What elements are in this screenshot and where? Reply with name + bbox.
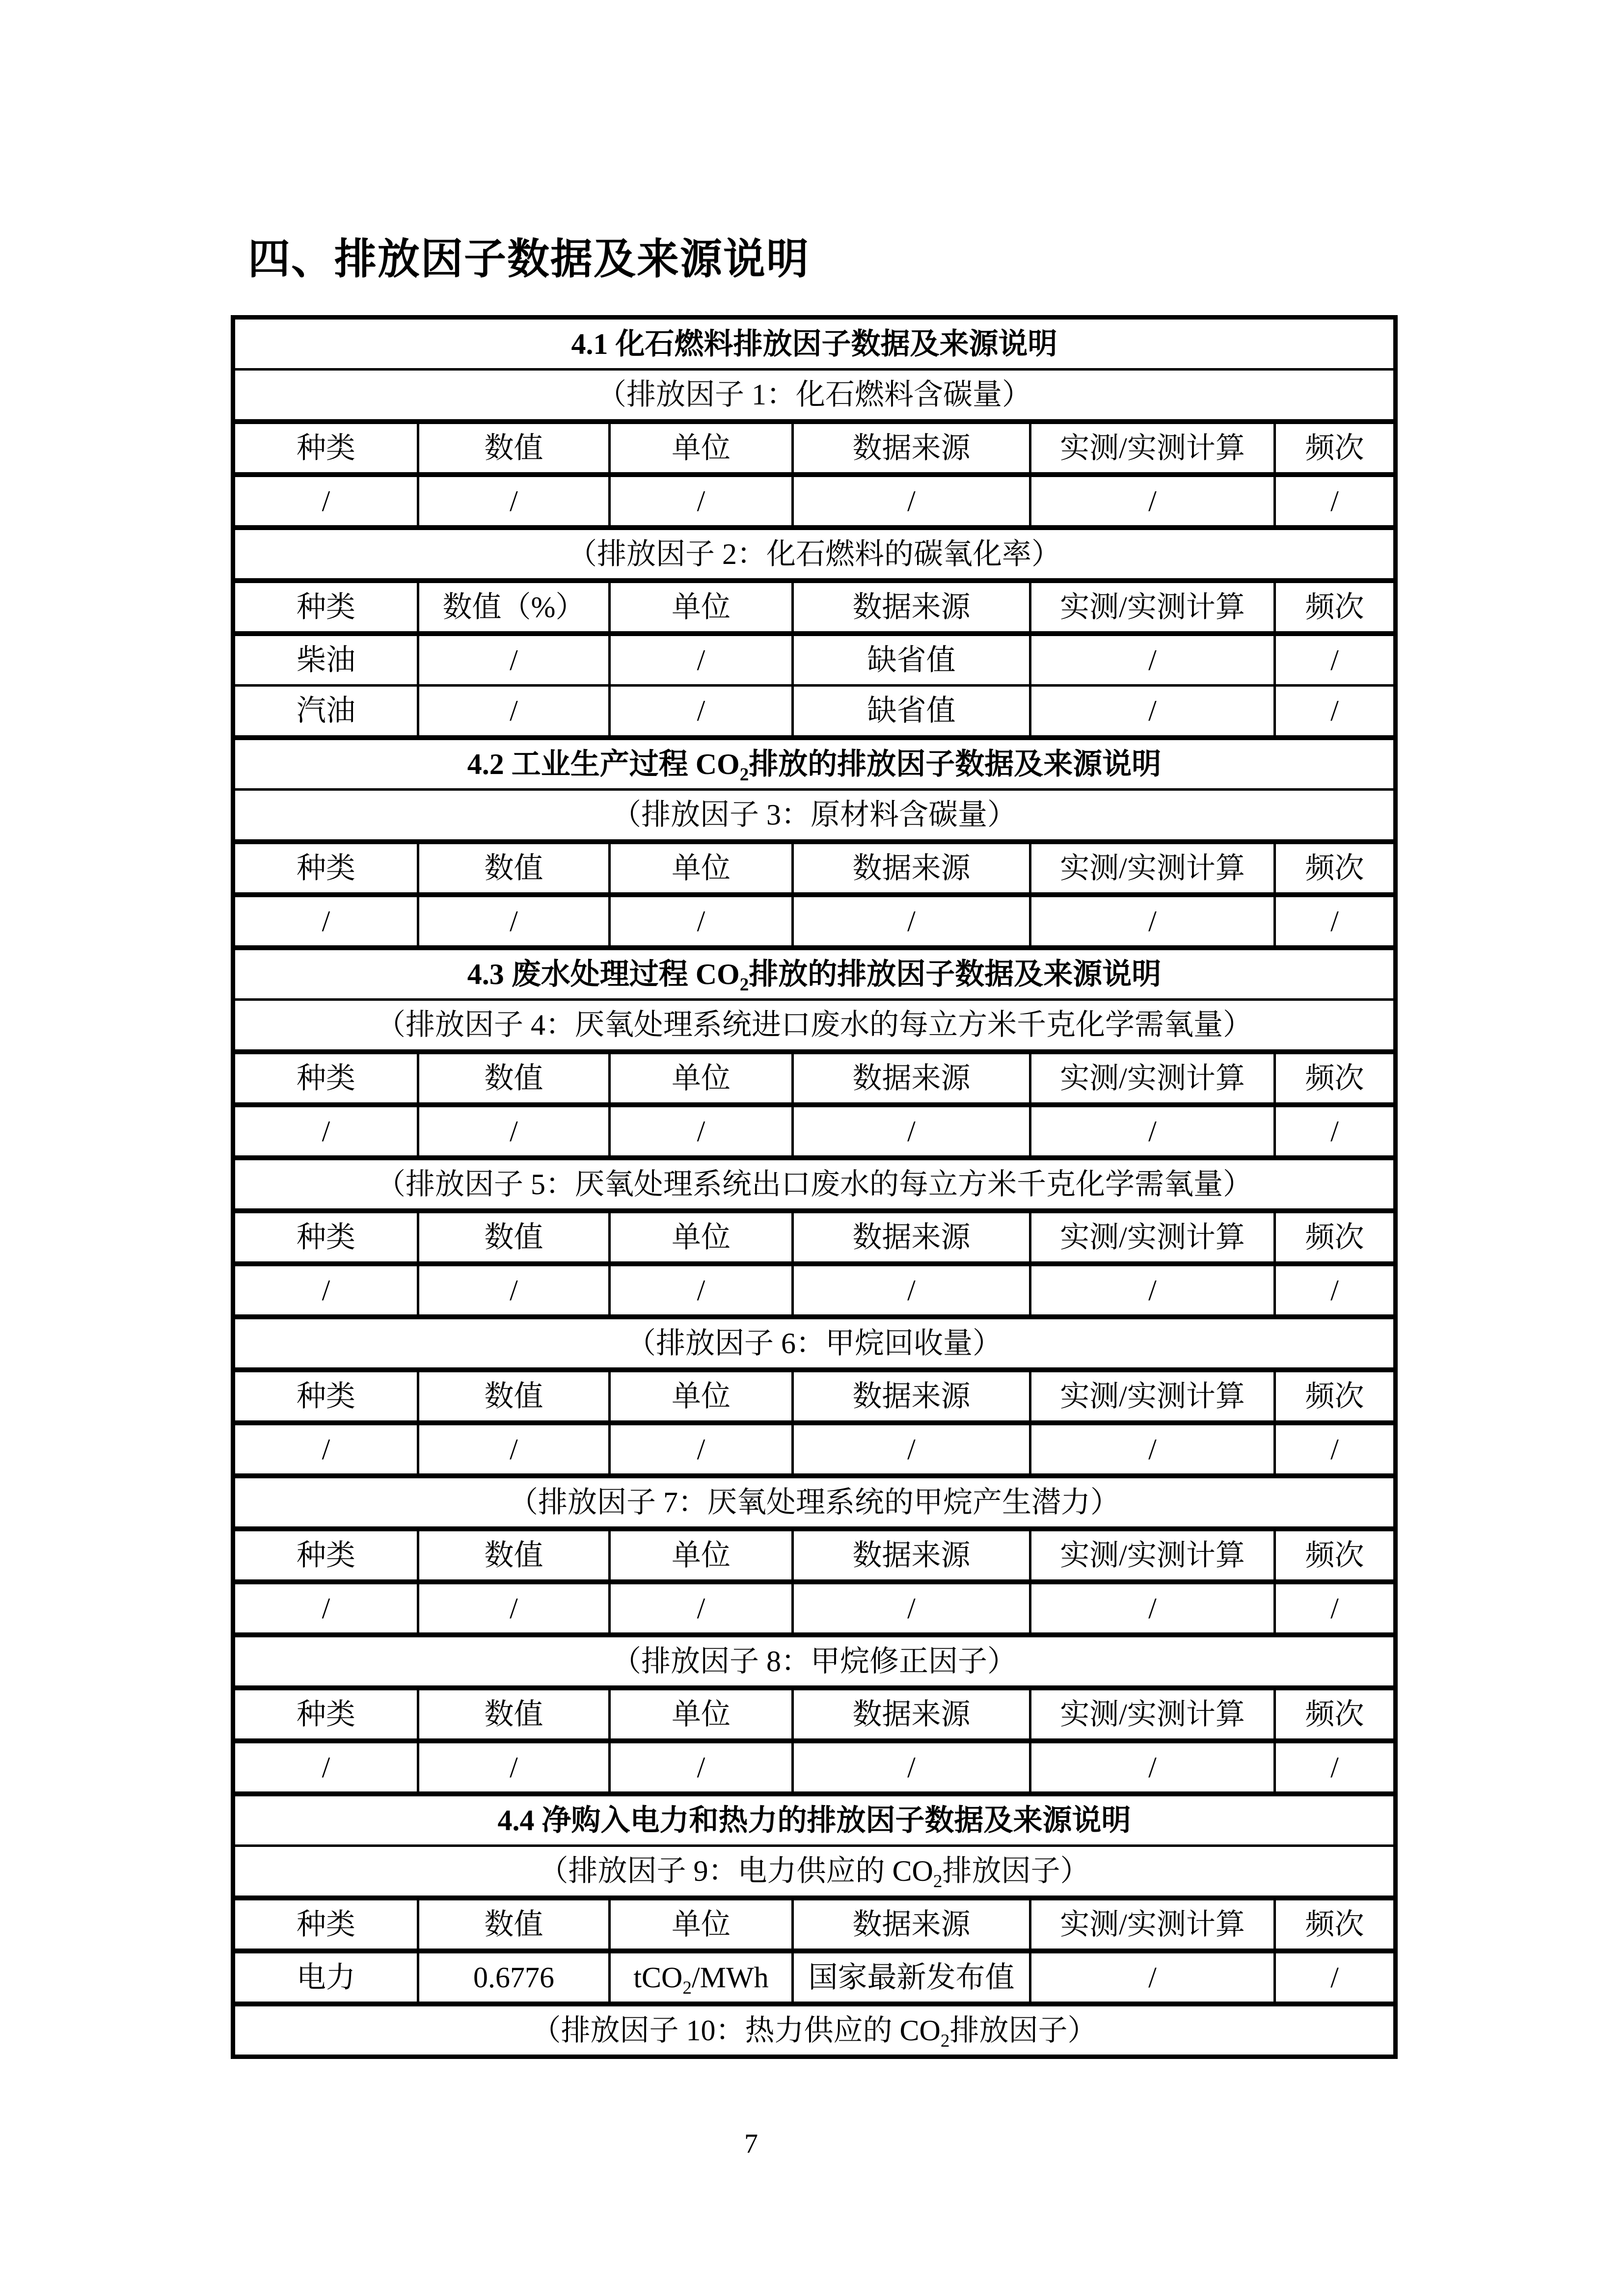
column-header-cell: 频次 <box>1275 1211 1396 1264</box>
factor-label-row <box>233 2004 1396 2057</box>
column-header-cell: 频次 <box>1275 1529 1396 1582</box>
column-header-cell: 数据来源 <box>793 1529 1030 1582</box>
section-heading-row <box>233 1794 1396 1846</box>
column-header-row <box>233 1052 1396 1105</box>
section-heading: 4.4 净购入电力和热力的排放因子数据及来源说明 <box>233 1794 1396 1846</box>
column-header-cell: 数据来源 <box>793 842 1030 895</box>
column-header-cell: 数据来源 <box>793 1370 1030 1423</box>
column-header-cell: 数据来源 <box>793 1211 1030 1264</box>
data-row <box>233 686 1396 738</box>
data-cell: / <box>418 1264 610 1317</box>
column-header-cell: 单位 <box>610 1370 793 1423</box>
data-cell: / <box>418 1105 610 1158</box>
data-cell: / <box>1275 475 1396 528</box>
data-cell: / <box>793 1582 1030 1635</box>
data-cell: / <box>1275 1741 1396 1794</box>
column-header-cell: 实测/实测计算 <box>1030 1052 1275 1105</box>
column-header-cell: 数据来源 <box>793 1688 1030 1741</box>
column-header-cell: 单位 <box>610 842 793 895</box>
factor-label: （排放因子 6：甲烷回收量） <box>233 1317 1396 1370</box>
factor-label: （排放因子 4：厌氧处理系统进口废水的每立方米千克化学需氧量） <box>233 1000 1396 1052</box>
section-heading-row <box>233 738 1396 790</box>
data-cell: / <box>793 1423 1030 1476</box>
data-row <box>233 1264 1396 1317</box>
column-header-cell: 实测/实测计算 <box>1030 1898 1275 1951</box>
column-header-cell: 单位 <box>610 581 793 634</box>
data-cell: / <box>233 1105 418 1158</box>
factor-label: （排放因子 2：化石燃料的碳氧化率） <box>233 528 1396 581</box>
data-cell: 汽油 <box>233 686 418 738</box>
factor-label-row <box>233 370 1396 422</box>
column-header-row <box>233 1370 1396 1423</box>
factor-label: （排放因子 8：甲烷修正因子） <box>233 1635 1396 1688</box>
column-header-cell: 单位 <box>610 1211 793 1264</box>
data-cell: / <box>1030 895 1275 948</box>
section-heading: 4.2 工业生产过程 $CO_2$排放的排放因子数据及来源说明 <box>233 738 1396 790</box>
data-cell: / <box>793 475 1030 528</box>
section-heading: 4.1 化石燃料排放因子数据及来源说明 <box>233 318 1396 370</box>
data-row <box>233 1582 1396 1635</box>
data-row <box>233 895 1396 948</box>
data-cell: / <box>1030 1951 1275 2004</box>
data-row <box>233 1951 1396 2004</box>
column-header-cell: 种类 <box>233 581 418 634</box>
data-cell: / <box>233 1741 418 1794</box>
factor-label-row <box>233 1476 1396 1529</box>
data-cell: / <box>610 1423 793 1476</box>
data-cell: / <box>610 475 793 528</box>
column-header-cell: 数据来源 <box>793 422 1030 475</box>
data-cell: / <box>1030 1423 1275 1476</box>
factor-label: （排放因子 5：厌氧处理系统出口废水的每立方米千克化学需氧量） <box>233 1158 1396 1211</box>
data-cell: 柴油 <box>233 634 418 686</box>
factor-label-row <box>233 1635 1396 1688</box>
data-cell: / <box>1275 1582 1396 1635</box>
data-cell: / <box>233 1264 418 1317</box>
data-cell: / <box>1275 1951 1396 2004</box>
data-cell: / <box>1275 895 1396 948</box>
column-header-row <box>233 1688 1396 1741</box>
page-title: 四、排放因子数据及来源说明 <box>248 236 810 283</box>
column-header-cell: 实测/实测计算 <box>1030 1211 1275 1264</box>
data-cell: / <box>233 1423 418 1476</box>
data-cell: / <box>1275 686 1396 738</box>
data-cell: / <box>610 895 793 948</box>
column-header-cell: 数值（%） <box>418 581 610 634</box>
factor-label: （排放因子 7：厌氧处理系统的甲烷产生潜力） <box>233 1476 1396 1529</box>
data-cell: / <box>233 895 418 948</box>
data-cell: / <box>418 686 610 738</box>
data-row <box>233 475 1396 528</box>
column-header-cell: 单位 <box>610 422 793 475</box>
factor-label-row <box>233 790 1396 842</box>
column-header-row <box>233 422 1396 475</box>
data-cell: / <box>1030 475 1275 528</box>
factor-label-row <box>233 1317 1396 1370</box>
data-cell: / <box>610 686 793 738</box>
data-cell: / <box>418 1582 610 1635</box>
column-header-cell: 数值 <box>418 422 610 475</box>
section-heading-row <box>233 318 1396 370</box>
column-header-cell: 频次 <box>1275 842 1396 895</box>
column-header-cell: 种类 <box>233 1211 418 1264</box>
column-header-row <box>233 1211 1396 1264</box>
data-cell: 缺省值 <box>793 634 1030 686</box>
column-header-cell: 数据来源 <box>793 581 1030 634</box>
data-cell: / <box>418 634 610 686</box>
data-cell: / <box>793 1264 1030 1317</box>
data-cell: 国家最新发布值 <box>793 1951 1030 2004</box>
data-cell: / <box>610 1741 793 1794</box>
column-header-cell: 数据来源 <box>793 1898 1030 1951</box>
data-cell: 0.6776 <box>418 1951 610 2004</box>
data-cell: / <box>233 475 418 528</box>
column-header-cell: 单位 <box>610 1688 793 1741</box>
data-cell: / <box>1030 634 1275 686</box>
data-cell: 缺省值 <box>793 686 1030 738</box>
factor-label-row <box>233 1846 1396 1898</box>
data-cell: / <box>1030 1105 1275 1158</box>
page-number: 7 <box>744 2129 758 2159</box>
data-cell: / <box>233 1582 418 1635</box>
factor-label: （排放因子 10：热力供应的 $CO_2$排放因子） <box>233 2004 1396 2057</box>
column-header-cell: 数值 <box>418 1529 610 1582</box>
column-header-cell: 频次 <box>1275 581 1396 634</box>
column-header-cell: 种类 <box>233 842 418 895</box>
section-heading-row <box>233 948 1396 1000</box>
column-header-cell: 单位 <box>610 1052 793 1105</box>
column-header-cell: 数值 <box>418 1370 610 1423</box>
data-cell: / <box>610 1105 793 1158</box>
column-header-cell: 实测/实测计算 <box>1030 1370 1275 1423</box>
column-header-cell: 数值 <box>418 1898 610 1951</box>
data-cell: / <box>793 1741 1030 1794</box>
column-header-cell: 种类 <box>233 1529 418 1582</box>
column-header-cell: 数据来源 <box>793 1052 1030 1105</box>
data-cell: / <box>610 1264 793 1317</box>
data-cell: tCO$_2$/MWh <box>610 1951 793 2004</box>
data-row <box>233 1741 1396 1794</box>
data-cell: / <box>610 634 793 686</box>
column-header-row <box>233 1529 1396 1582</box>
factor-label: （排放因子 1：化石燃料含碳量） <box>233 370 1396 422</box>
data-cell: / <box>418 895 610 948</box>
factor-label-row <box>233 1000 1396 1052</box>
column-header-cell: 实测/实测计算 <box>1030 1529 1275 1582</box>
column-header-cell: 实测/实测计算 <box>1030 422 1275 475</box>
column-header-cell: 单位 <box>610 1898 793 1951</box>
column-header-cell: 种类 <box>233 1898 418 1951</box>
data-cell: / <box>1030 1582 1275 1635</box>
column-header-cell: 频次 <box>1275 1688 1396 1741</box>
column-header-cell: 实测/实测计算 <box>1030 842 1275 895</box>
data-cell: / <box>418 1741 610 1794</box>
data-cell: / <box>1030 686 1275 738</box>
factor-label-row <box>233 1158 1396 1211</box>
column-header-cell: 实测/实测计算 <box>1030 581 1275 634</box>
column-header-cell: 种类 <box>233 1370 418 1423</box>
column-header-cell: 数值 <box>418 1211 610 1264</box>
data-cell: / <box>1030 1741 1275 1794</box>
column-header-cell: 种类 <box>233 1052 418 1105</box>
column-header-row <box>233 581 1396 634</box>
data-cell: / <box>610 1582 793 1635</box>
data-cell: / <box>1030 1264 1275 1317</box>
column-header-cell: 频次 <box>1275 422 1396 475</box>
column-header-row <box>233 1898 1396 1951</box>
column-header-cell: 单位 <box>610 1529 793 1582</box>
emission-factors-table <box>231 315 1398 2059</box>
column-header-cell: 数值 <box>418 1052 610 1105</box>
column-header-row <box>233 842 1396 895</box>
data-cell: 电力 <box>233 1951 418 2004</box>
column-header-cell: 数值 <box>418 842 610 895</box>
data-row <box>233 634 1396 686</box>
data-cell: / <box>1275 634 1396 686</box>
column-header-cell: 频次 <box>1275 1370 1396 1423</box>
data-cell: / <box>1275 1264 1396 1317</box>
data-cell: / <box>1275 1423 1396 1476</box>
data-cell: / <box>793 1105 1030 1158</box>
column-header-cell: 实测/实测计算 <box>1030 1688 1275 1741</box>
factor-label: （排放因子 3：原材料含碳量） <box>233 790 1396 842</box>
data-row <box>233 1105 1396 1158</box>
column-header-cell: 种类 <box>233 422 418 475</box>
column-header-cell: 数值 <box>418 1688 610 1741</box>
section-heading: 4.3 废水处理过程 $CO_2$排放的排放因子数据及来源说明 <box>233 948 1396 1000</box>
data-cell: / <box>1275 1105 1396 1158</box>
data-cell: / <box>793 895 1030 948</box>
column-header-cell: 频次 <box>1275 1898 1396 1951</box>
data-row <box>233 1423 1396 1476</box>
data-cell: / <box>418 475 610 528</box>
column-header-cell: 种类 <box>233 1688 418 1741</box>
column-header-cell: 频次 <box>1275 1052 1396 1105</box>
factor-label: （排放因子 9：电力供应的 $CO_2$排放因子） <box>233 1846 1396 1898</box>
factor-label-row <box>233 528 1396 581</box>
data-cell: / <box>418 1423 610 1476</box>
